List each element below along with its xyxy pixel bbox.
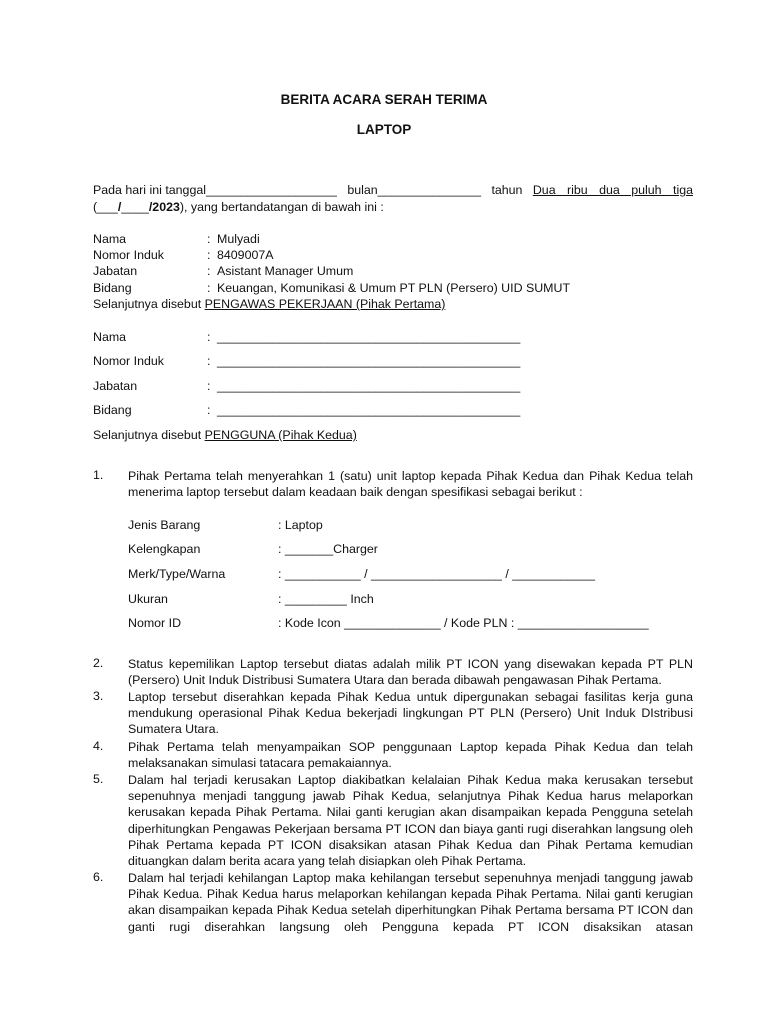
pk-closing: Selanjutnya disebut PENGGUNA (Pihak Kedua) <box>93 428 357 442</box>
item-text-2: Status kepemilikan Laptop tersebut diatas adalah milik PT ICON yang disewakan kepada PT PLN (Persero) Unit Induk Distribusi Sumatera Utara dan berada dibawah pengawasan Pihak Pertama. <box>128 657 693 688</box>
item-text-1: Pihak Pertama telah menyerahkan 1 (satu) unit laptop kepada Pihak Kedua dan Pihak Kedua telah menerima laptop tersebut dalam keadaan baik dengan spesifikasi sebagai berikut : <box>128 469 693 500</box>
pp-row-nomor-induk: Nomor Induk : 8409007A <box>93 248 274 262</box>
item-text-6: Dalam hal terjadi kehilangan Laptop maka kehilangan tersebut sepenuhnya menjadi tanggung jawab Pihak Kedua. Pihak Kedua harus melaporkan kehilangan kepada Pihak Pertama. Nilai ganti kerugian akan disampaikan kepada Pihak Kedua setelah diperhitungkan Pihak Pertama bersama PT ICON dan ganti rugi diserahkan langsung oleh Pengguna kepada PT ICON disaksikan atasan <box>128 871 693 934</box>
spec-row-kelengkapan: Kelengkapan : _______Charger <box>128 542 378 556</box>
item-number-4: 4. <box>93 739 104 753</box>
pk-row-bidang: Bidang : ____________________________________________ <box>93 403 521 417</box>
item-number-2: 2. <box>93 656 104 670</box>
item-number-6: 6. <box>93 870 104 884</box>
item-text-4: Pihak Pertama telah menyampaikan SOP penggunaan Laptop kepada Pihak Kedua dan telah melaksanakan simulasi tatacara pemakaiannya. <box>128 740 693 771</box>
item-text-5: Dalam hal terjadi kerusakan Laptop diakibatkan kelalaian Pihak Kedua maka kerusakan tersebut sepenuhnya menjadi tanggung jawab Pihak Kedua, selanjutnya Pihak Kedua harus melaporkan kerusakan kepada Pihak Pertama. Nilai ganti kerugian akan disampaikan kepada Pengguna setelah diperhitungkan Pengawas Pekerjaan bersama PT ICON dan biaya ganti rugi diserahkan langsung oleh Pihak Pertama kepada PT ICON disaksikan atasan Pihak Kedua dan Pihak Pertama kemudian dituangkan dalam berita acara yang telah disiapkan oleh Pihak Pertama. <box>128 773 693 869</box>
pp-row-bidang: Bidang : Keuangan, Komunikasi & Umum PT PLN (Persero) UID SUMUT <box>93 281 571 295</box>
item-number-1: 1. <box>93 468 104 482</box>
intro-line-2: (___/____/2023), yang bertandatangan di bawah ini : <box>93 200 384 214</box>
spec-row-ukuran: Ukuran : _________ Inch <box>128 592 374 606</box>
pp-row-jabatan: Jabatan : Asistant Manager Umum <box>93 264 354 278</box>
item-number-5: 5. <box>93 772 104 786</box>
pk-row-nomor-induk: Nomor Induk : ____________________________________________ <box>93 354 521 368</box>
spec-row-merk: Merk/Type/Warna : ___________ / ___________________ / ____________ <box>128 567 595 581</box>
document-subtitle: LAPTOP <box>356 122 412 137</box>
intro-line-1 <box>93 183 693 197</box>
intro-bulan: bulan_______________ <box>347 183 482 197</box>
pk-row-nama: Nama : ____________________________________________ <box>93 330 521 344</box>
intro-year-text: Dua ribu dua puluh tiga <box>532 183 693 197</box>
item-number-3: 3. <box>93 689 104 703</box>
item-text-3: Laptop tersebut diserahkan kepada Pihak Kedua untuk dipergunakan sebagai fasilitas kerja guna mendukung operasional Pihak Kedua bekerjadi lingkungan PT PLN (Persero) Unit Induk DIstribusi Sumatera Utara. <box>128 690 693 737</box>
intro-tahun-label: tahun <box>491 183 523 197</box>
spec-row-nomor-id: Nomor ID : Kode Icon ______________ / Kode PLN : ___________________ <box>128 616 649 630</box>
pk-row-jabatan: Jabatan : ____________________________________________ <box>93 379 521 393</box>
pp-row-nama: Nama : Mulyadi <box>93 232 260 246</box>
intro-prefix: Pada hari ini tanggal___________________ <box>93 183 337 197</box>
document-title: BERITA ACARA SERAH TERIMA <box>280 92 488 107</box>
pp-closing: Selanjutnya disebut PENGAWAS PEKERJAAN (Pihak Pertama) <box>93 297 446 311</box>
spec-row-jenis-barang: Jenis Barang : Laptop <box>128 518 323 532</box>
